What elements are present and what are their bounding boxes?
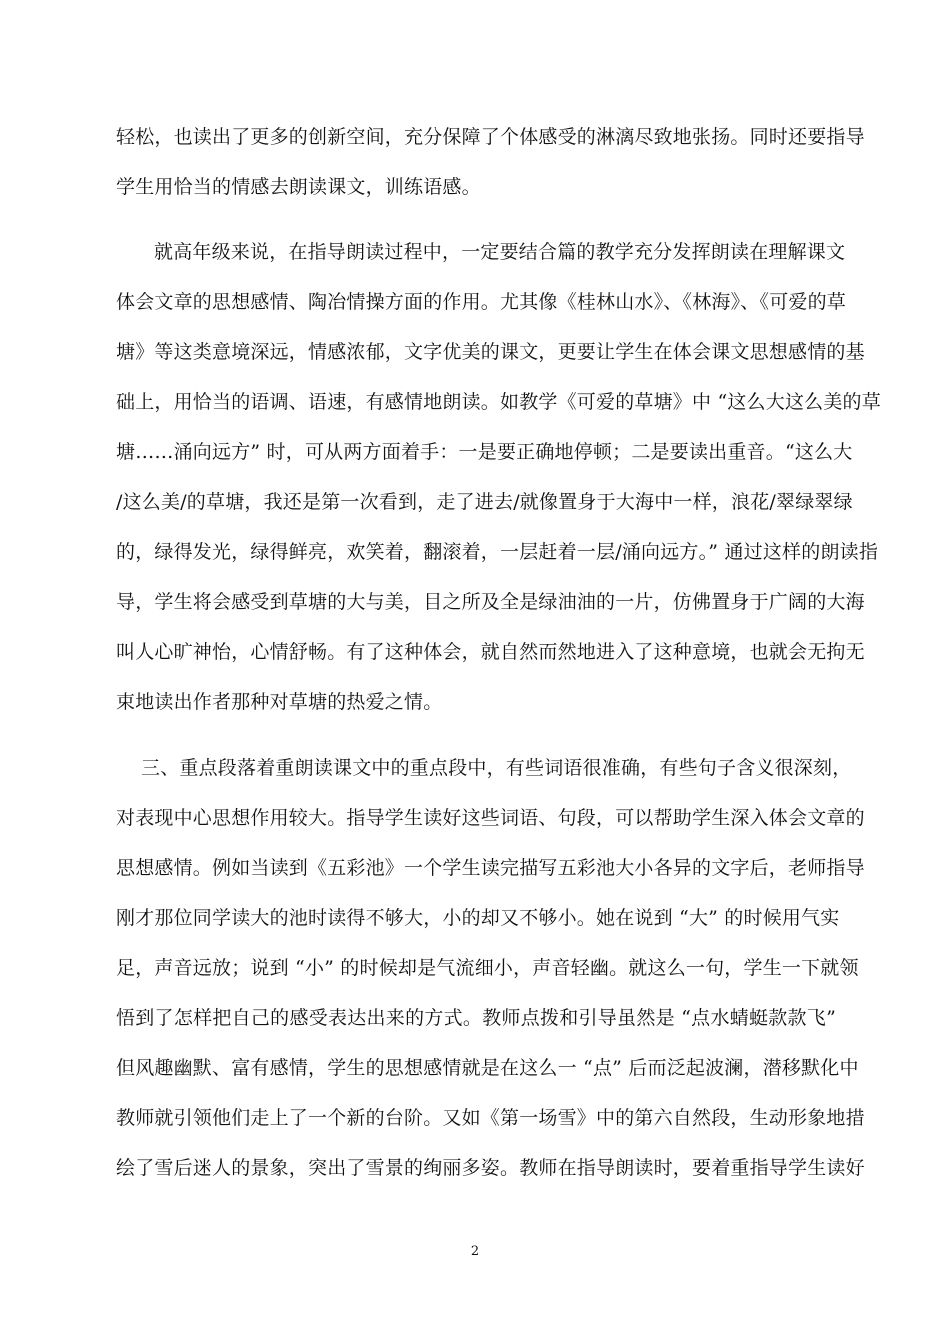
paragraph-2-line-9: 叫人心旷神怡，心情舒畅。有了这种体会，就自然而然地进入了这种意境，也就会无拘无 (116, 641, 865, 663)
paragraph-1-line-2: 学生用恰当的情感去朗读课文，训练语感。 (116, 176, 481, 198)
paragraph-2-line-5: 塘……涌向远方” 时，可从两方面着手：一是要正确地停顿；二是要读出重音。“这么大 (116, 441, 853, 463)
paragraph-3-line-6: 悟到了怎样把自己的感受表达出来的方式。教师点拨和引导虽然是 “点水蜻蜓款款飞” (116, 1007, 836, 1029)
paragraph-2-line-3: 塘》等这类意境深远，情感浓郁，文字优美的课文，更要让学生在体会课文思想感情的基 (116, 341, 865, 363)
paragraph-3-line-7: 但风趣幽默、富有感情，学生的思想感情就是在这么一 “点” 后而泛起波澜，潜移默化中 (116, 1057, 859, 1079)
paragraph-3-line-1: 三、重点段落着重朗读课文中的重点段中，有些词语很准确，有些句子含义很深刻， (141, 757, 852, 779)
paragraph-2-line-4: 础上，用恰当的语调、语速，有感情地朗读。如教学《可爱的草塘》中 “这么大这么美的草 (116, 391, 881, 413)
paragraph-3-line-2: 对表现中心思想作用较大。指导学生读好这些词语、句段，可以帮助学生深入体会文章的 (116, 807, 865, 829)
paragraph-3-line-8: 教师就引领他们走上了一个新的台阶。又如《第一场雪》中的第六自然段，生动形象地措 (116, 1107, 865, 1129)
paragraph-2-line-10: 束地读出作者那种对草塘的热爱之情。 (116, 691, 443, 713)
paragraph-3-line-9: 绘了雪后迷人的景象，突出了雪景的绚丽多姿。教师在指导朗读时，要着重指导学生读好 (116, 1157, 865, 1179)
paragraph-2-line-8: 导，学生将会感受到草塘的大与美，目之所及全是绿油油的一片，仿佛置身于广阔的大海 (116, 591, 865, 613)
paragraph-2-line-7: 的，绿得发光，绿得鲜亮，欢笑着，翻滚着，一层赶着一层/涌向远方。” 通过这样的朗读指 (116, 541, 879, 563)
page-number: 2 (470, 1244, 480, 1259)
paragraph-3-line-4: 刚才那位同学读大的池时读得不够大，小的却又不够小。她在说到 “大” 的时候用气实 (116, 907, 840, 929)
paragraph-2-line-6: /这么美/的草塘，我还是第一次看到，走了进去/就像置身于大海中一样，浪花/翠绿翠绿 (116, 491, 853, 513)
paragraph-3-line-3: 思想感情。例如当读到《五彩池》一个学生读完描写五彩池大小各异的文字后，老师指导 (116, 857, 865, 879)
paragraph-3-line-5: 足，声音远放；说到 “小” 的时候却是气流细小，声音轻幽。就这么一句，学生一下就领 (116, 957, 859, 979)
paragraph-2-line-2: 体会文章的思想感情、陶冶情操方面的作用。尤其像《桂林山水》、《林海》、《可爱的草 (116, 291, 847, 313)
paragraph-1-line-1: 轻松，也读出了更多的创新空间，充分保障了个体感受的淋漓尽致地张扬。同时还要指导 (116, 126, 865, 148)
paragraph-2-line-1: 就高年级来说，在指导朗读过程中，一定要结合篇的教学充分发挥朗读在理解课文 (154, 241, 846, 263)
